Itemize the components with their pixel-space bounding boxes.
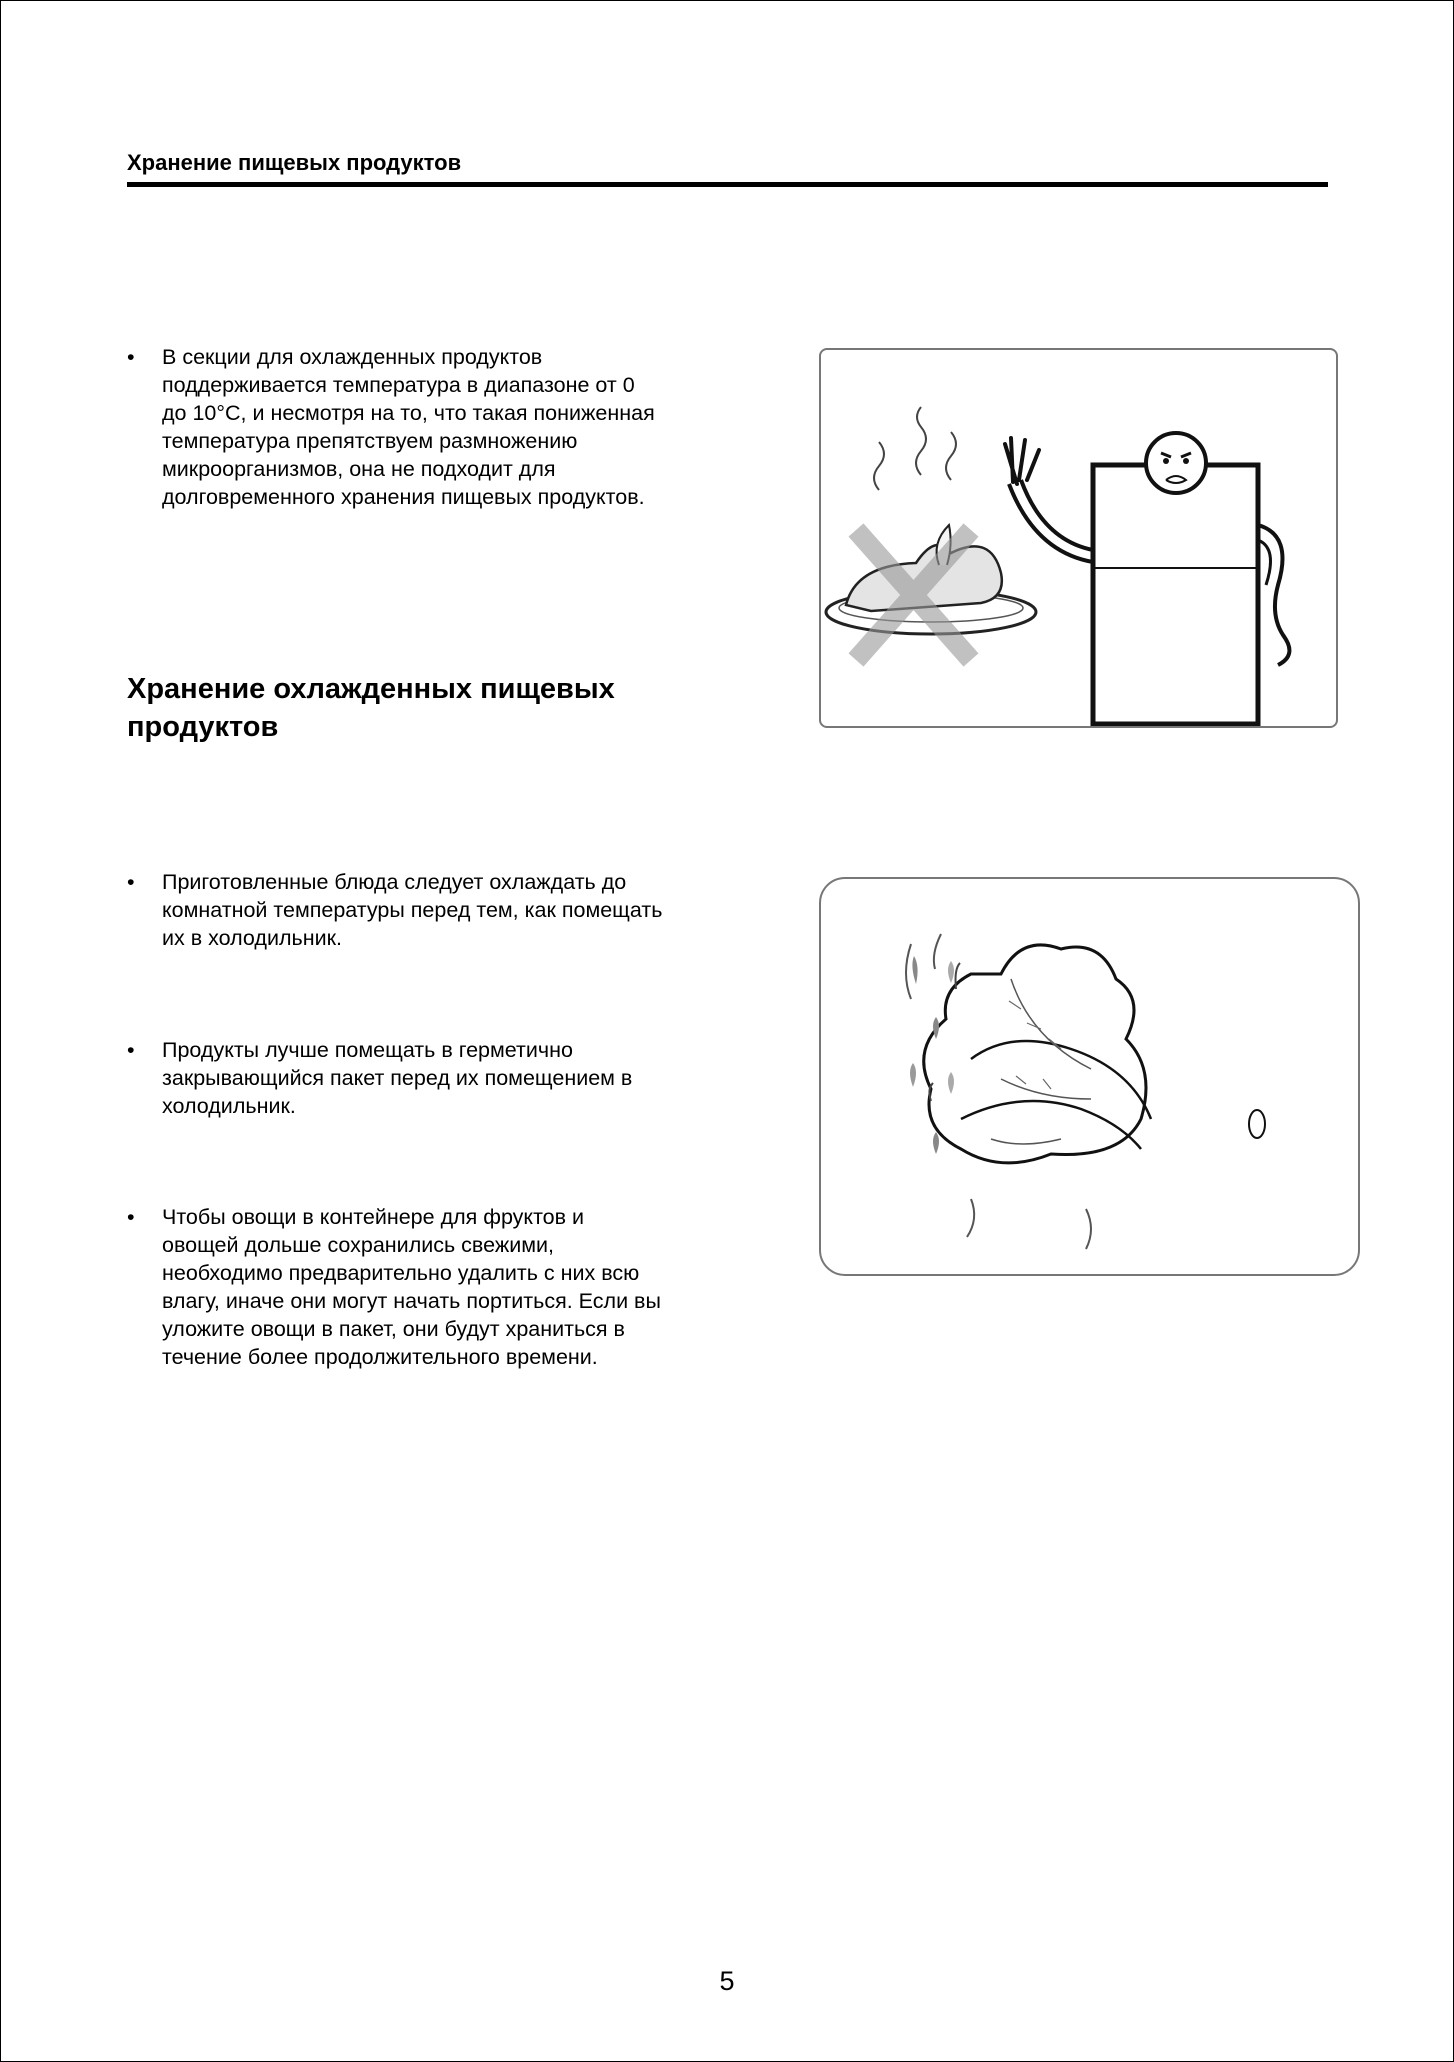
bullet-item-cool-dishes [127, 868, 767, 952]
fridge-character-image [821, 350, 1336, 726]
bullet-text: Приготовленные блюда следует охлаждать до комнатной температуры перед тем, как помещать их в холодильник. [162, 870, 663, 950]
bullet-item-sealed-bag [127, 1036, 767, 1120]
lettuce-image [821, 879, 1358, 1274]
bullet-symbol: • [127, 1038, 135, 1062]
page-number: 5 [719, 1966, 735, 1996]
bullet-item-chill-temperature [127, 343, 747, 511]
illustration-fridge-refuses-hot-food [819, 348, 1338, 728]
bullet-text: Продукты лучше помещать в герметично закрывающийся пакет перед их помещением в холодильник. [162, 1038, 633, 1118]
header-rule [127, 182, 1328, 187]
section-heading-text: Хранение охлажденных пищевых продуктов [127, 673, 615, 743]
bullet-item-vegetables-moisture [127, 1203, 767, 1371]
page-header-title: Хранение пищевых продуктов [127, 150, 462, 175]
bullet-text: В секции для охлажденных продуктов поддерживается температура в диапазоне от 0 до 10°С, и несмотря на то, что такая пониженная температура препятствуем размножению микроорганизмов, она не подходит для долговременного хранения пищевых продуктов. [162, 345, 655, 509]
bullet-symbol: • [127, 345, 135, 369]
bullet-symbol: • [127, 1205, 135, 1229]
section-heading [127, 670, 687, 746]
illustration-wet-lettuce [819, 877, 1360, 1276]
bullet-text: Чтобы овощи в контейнере для фруктов и овощей дольше сохранились свежими, необходимо предварительно удалить с них всю влагу, иначе они могут начать портиться. Если вы уложите овощи в пакет, они будут храниться в течение более продолжительного времени. [162, 1205, 661, 1369]
bullet-symbol: • [127, 870, 135, 894]
